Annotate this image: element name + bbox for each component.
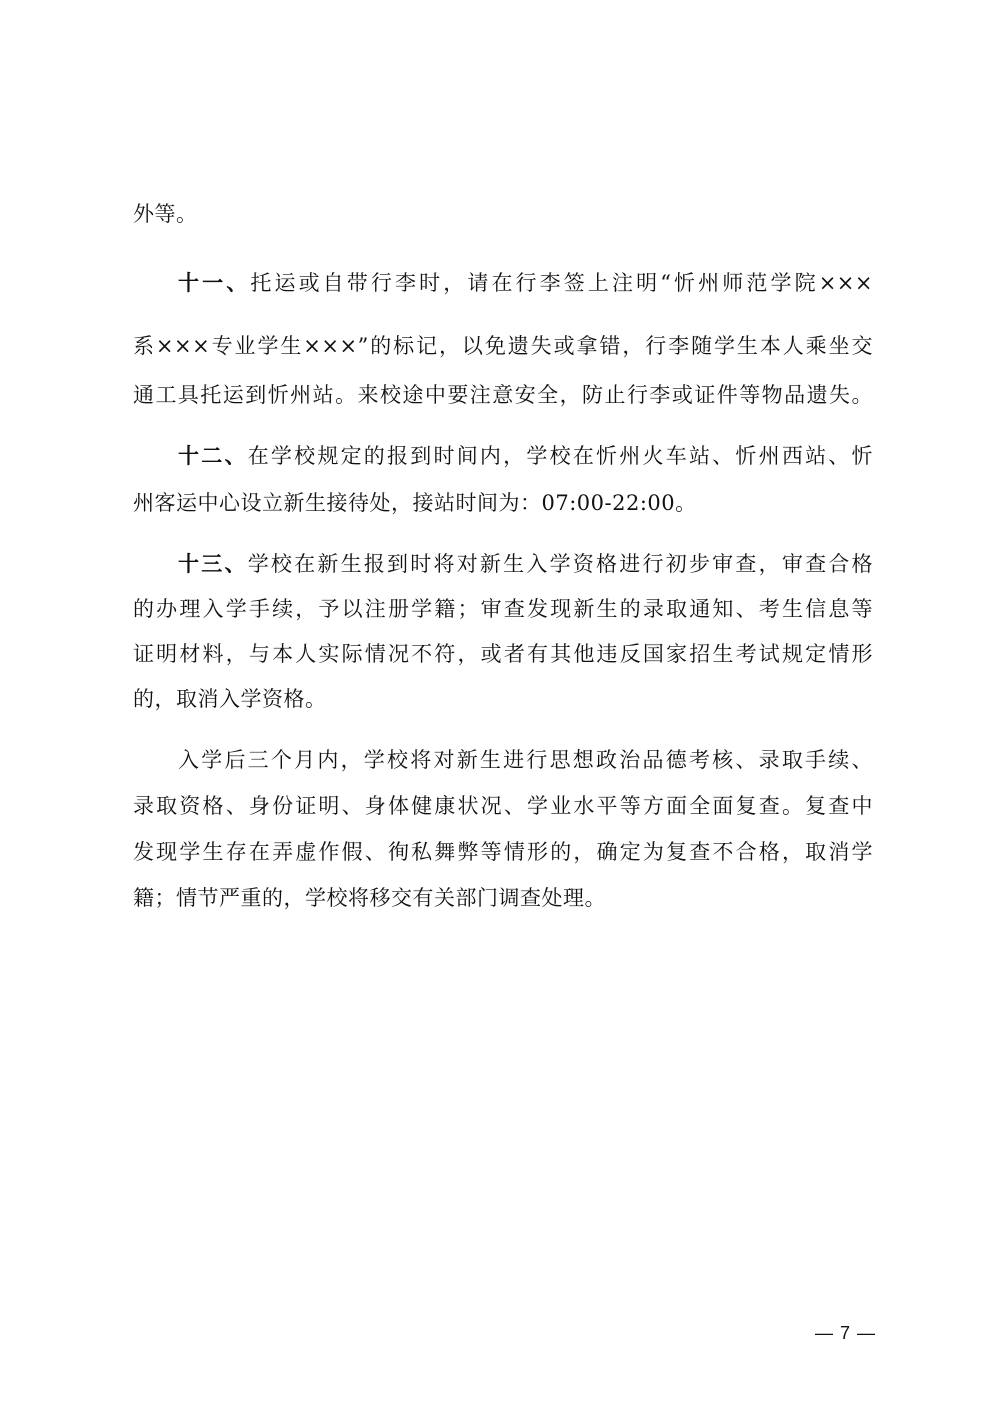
item-11-line-3: 通工具托运到忻州站。来校途中要注意安全，防止行李或证件等物品遗失。 [133,383,873,407]
item-13-line-1 [178,549,873,579]
item-13-number: 十三、 [178,551,248,576]
item-11-number: 十一、 [178,270,251,295]
review-line-2: 录取资格、身份证明、身体健康状况、学业水平等方面全面复查。复查中 [133,794,873,818]
item-13-line-2: 的办理入学手续，予以注册学籍；审查发现新生的录取通知、考生信息等 [133,597,873,621]
review-line-1: 入学后三个月内，学校将对新生进行思想政治品德考核、录取手续、 [178,748,873,772]
item-11-line-2: 系×××专业学生×××”的标记，以免遗失或拿错，行李随学生本人乘坐交 [133,334,873,358]
item-12-text: 在学校规定的报到时间内，学校在忻州火车站、忻州西站、忻 [247,444,874,468]
item-13-line-3: 证明材料，与本人实际情况不符，或者有其他违反国家招生考试规定情形 [133,642,873,666]
review-line-3: 发现学生存在弄虚作假、徇私舞弊等情形的，确定为复查不合格，取消学 [133,840,873,864]
page-number: — 7 — [815,1323,877,1343]
paragraph-continuation-line-1: 外等。 [133,202,198,226]
item-11-text: 托运或自带行李时，请在行李签上注明“忻州师范学院××× [250,271,874,295]
item-13-text: 学校在新生报到时将对新生入学资格进行初步审查，审查合格 [247,552,874,576]
item-12-number: 十二、 [178,443,248,468]
item-11-line-1 [178,268,873,298]
review-line-4: 籍；情节严重的，学校将移交有关部门调查处理。 [133,886,606,910]
item-13-line-4: 的，取消入学资格。 [133,687,327,711]
item-12-line-2: 州客运中心设立新生接待处，接站时间为：07:00-22:00。 [133,491,697,515]
item-12-line-1 [178,441,873,471]
